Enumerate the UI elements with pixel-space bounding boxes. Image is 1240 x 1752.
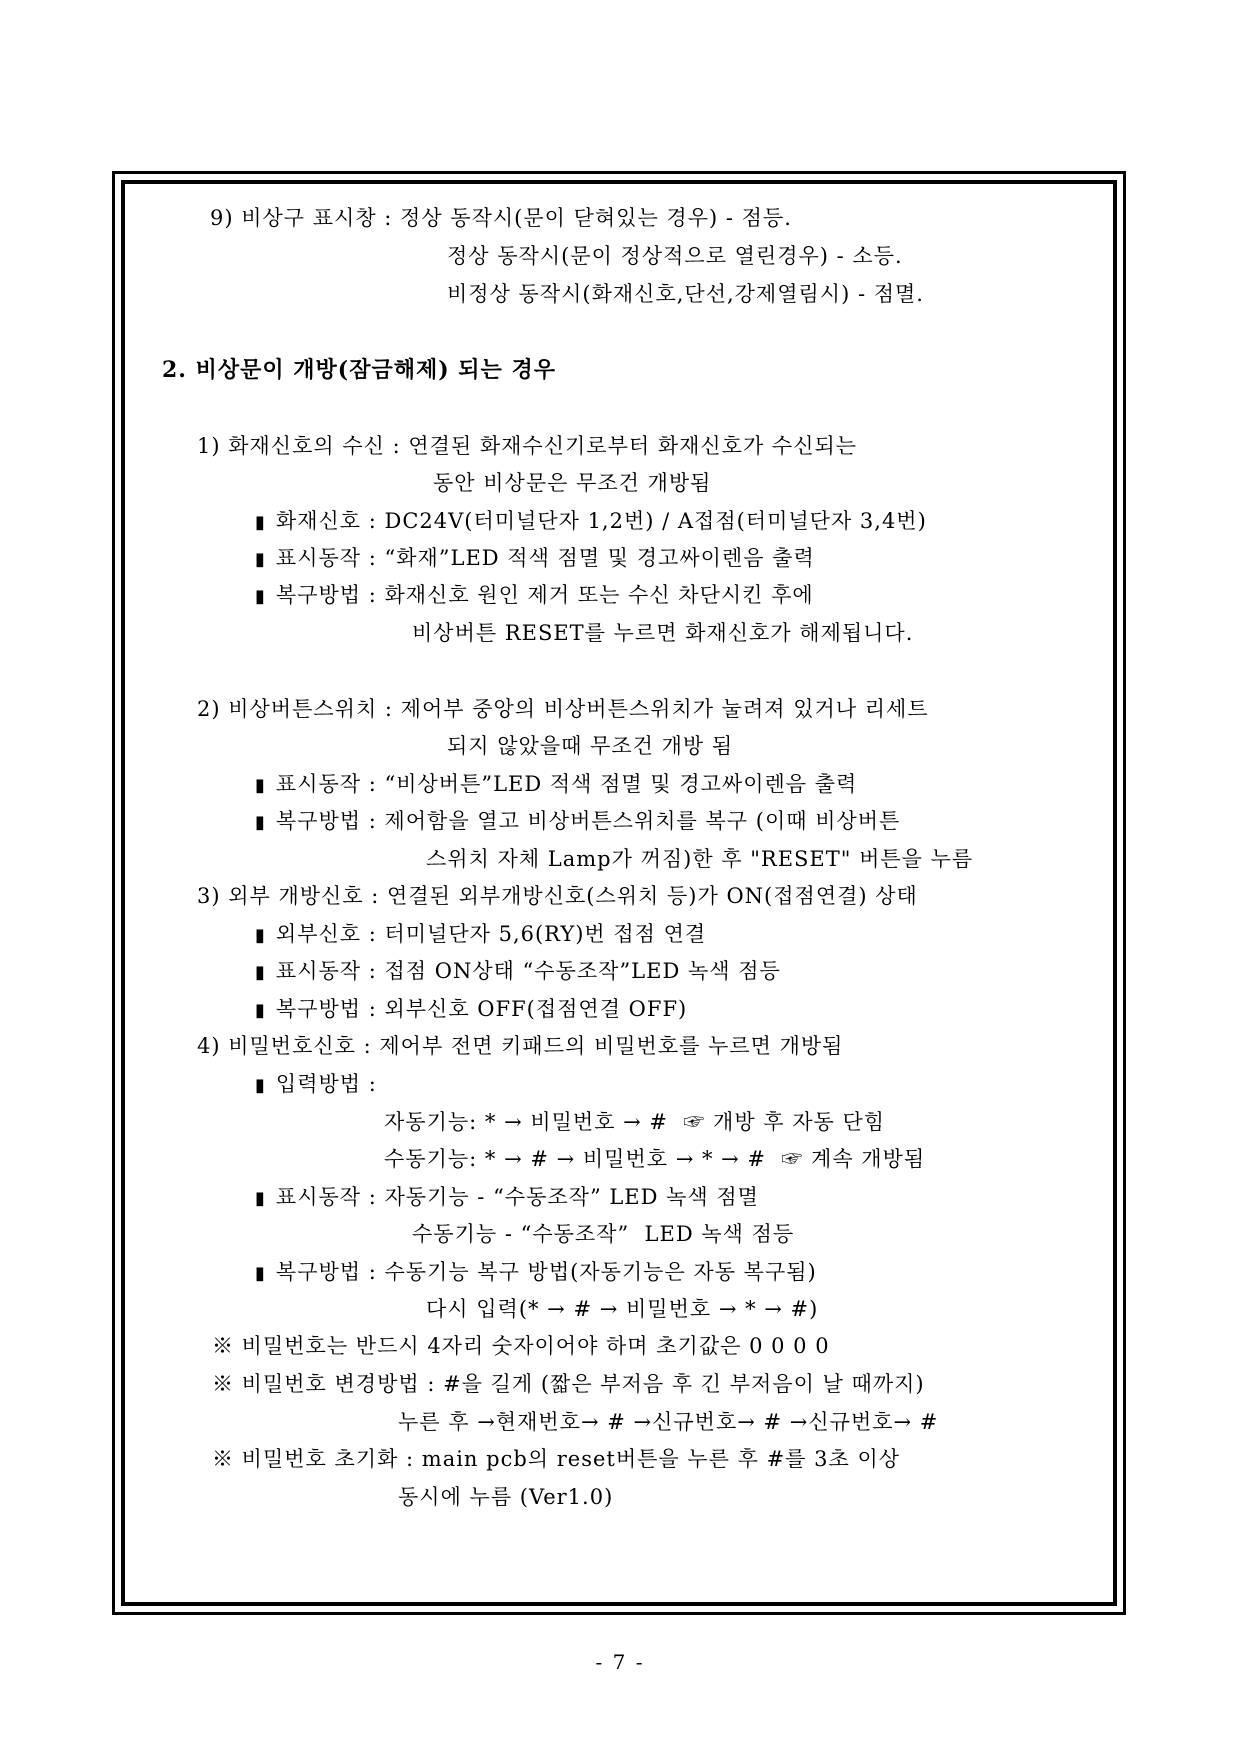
bullet-icon: ▮: [255, 512, 266, 533]
item1-bullet-2: [255, 544, 815, 574]
item1-bullet-2-text: 표시동작 : “화재”LED 적색 점멸 및 경고싸이렌음 출력: [275, 546, 815, 570]
note-3-cont: 동시에 누름 (Ver1.0): [398, 1485, 614, 1509]
item4-manual-function: 수동기능: * → # → 비밀번호 → * → # ☞ 계속 개방됨: [384, 1147, 926, 1171]
note-1: ※ 비밀번호는 반드시 4자리 숫자이어야 하며 초기값은 0 0 0 0: [212, 1334, 830, 1358]
item3-bullet-2: [255, 957, 781, 987]
note-3: ※ 비밀번호 초기화 : main pcb의 reset버튼을 누른 후 #를 3초 이상: [212, 1447, 901, 1471]
item2-bullet-1: [255, 770, 857, 800]
item4-bullet-3-text: 복구방법 : 수동기능 복구 방법(자동기능은 자동 복구됨): [275, 1260, 817, 1284]
bullet-icon: ▮: [255, 775, 266, 796]
note-2: ※ 비밀번호 변경방법 : #을 길게 (짧은 부저음 후 긴 부저음이 날 때까지): [212, 1372, 925, 1396]
item2-bullet-2: [255, 807, 900, 837]
bullet-icon: ▮: [255, 925, 266, 946]
note-2-cont: 누른 후 →현재번호→ # →신규번호→ # →신규번호→ #: [398, 1410, 939, 1434]
bullet-icon: ▮: [255, 1188, 266, 1209]
item4-line-1: 4) 비밀번호신호 : 제어부 전면 키패드의 비밀번호를 누르면 개방됨: [197, 1034, 844, 1058]
bullet-icon: ▮: [255, 549, 266, 570]
item4-bullet-1: [255, 1070, 377, 1100]
item3-bullet-2-text: 표시동작 : 접점 ON상태 “수동조작”LED 녹색 점등: [275, 959, 781, 983]
item2-bullet-1-text: 표시동작 : “비상버튼”LED 적색 점멸 및 경고싸이렌음 출력: [275, 772, 858, 796]
item1-bullet-3-cont: 비상버튼 RESET를 누르면 화재신호가 해제됩니다.: [412, 621, 914, 645]
item4-auto-function: 자동기능: * → 비밀번호 → # ☞ 개방 후 자동 단힘: [384, 1110, 886, 1134]
item4-bullet-1-text: 입력방법 :: [275, 1072, 377, 1096]
item4-bullet-3-cont: 다시 입력(* → # → 비밀번호 → * → #): [426, 1297, 819, 1321]
section9-line-1: 9) 비상구 표시창 : 정상 동작시(문이 닫혀있는 경우) - 점등.: [210, 206, 792, 230]
item4-bullet-2: [255, 1183, 759, 1213]
item1-line-1: 1) 화재신호의 수신 : 연결된 화재수신기로부터 화재신호가 수신되는: [197, 434, 858, 458]
item3-bullet-3: [255, 995, 687, 1025]
item1-bullet-1: [255, 507, 927, 537]
item3-bullet-3-text: 복구방법 : 외부신호 OFF(접점연결 OFF): [275, 997, 688, 1021]
item4-bullet-3: [255, 1258, 817, 1288]
item3-bullet-1: [255, 920, 706, 950]
item4-bullet-2-cont: 수동기능 - “수동조작” LED 녹색 점등: [412, 1222, 795, 1246]
item1-line-2: 동안 비상문은 무조건 개방됨: [433, 471, 712, 495]
item1-bullet-3-text: 복구방법 : 화재신호 원인 제거 또는 수신 차단시킨 후에: [275, 583, 814, 607]
item3-bullet-1-text: 외부신호 : 터미널단자 5,6(RY)번 접점 연결: [275, 922, 707, 946]
item2-bullet-2-text: 복구방법 : 제어함을 열고 비상버튼스위치를 복구 (이때 비상버튼: [275, 809, 901, 833]
item4-bullet-2-text: 표시동작 : 자동기능 - “수동조작” LED 녹색 점멸: [275, 1185, 759, 1209]
bullet-icon: ▮: [255, 1000, 266, 1021]
bullet-icon: ▮: [255, 586, 266, 607]
item1-bullet-3: [255, 581, 814, 611]
item2-line-1: 2) 비상버튼스위치 : 제어부 중앙의 비상버튼스위치가 눌려져 있거나 리세트: [197, 697, 929, 721]
item2-line-2: 되지 않았을때 무조건 개방 됨: [447, 734, 734, 758]
item1-bullet-1-text: 화재신호 : DC24V(터미널단자 1,2번) / A접점(터미널단자 3,4번): [275, 509, 927, 533]
item3-line-1: 3) 외부 개방신호 : 연결된 외부개방신호(스위치 등)가 ON(접점연결) 상태: [197, 884, 918, 908]
page-number: - 7 -: [595, 1650, 645, 1674]
section9-line-3: 비정상 동작시(화재신호,단선,강제열림시) - 점멸.: [447, 282, 924, 306]
section9-line-2: 정상 동작시(문이 정상적으로 열린경우) - 소등.: [447, 244, 903, 268]
bullet-icon: ▮: [255, 812, 266, 833]
item2-bullet-2-cont: 스위치 자체 Lamp가 꺼짐)한 후 "RESET" 버튼을 누름: [426, 847, 974, 871]
bullet-icon: ▮: [255, 1075, 266, 1096]
bullet-icon: ▮: [255, 1263, 266, 1284]
bullet-icon: ▮: [255, 962, 266, 983]
section2-heading: 2. 비상문이 개방(잠금해제) 되는 경우: [162, 357, 556, 383]
